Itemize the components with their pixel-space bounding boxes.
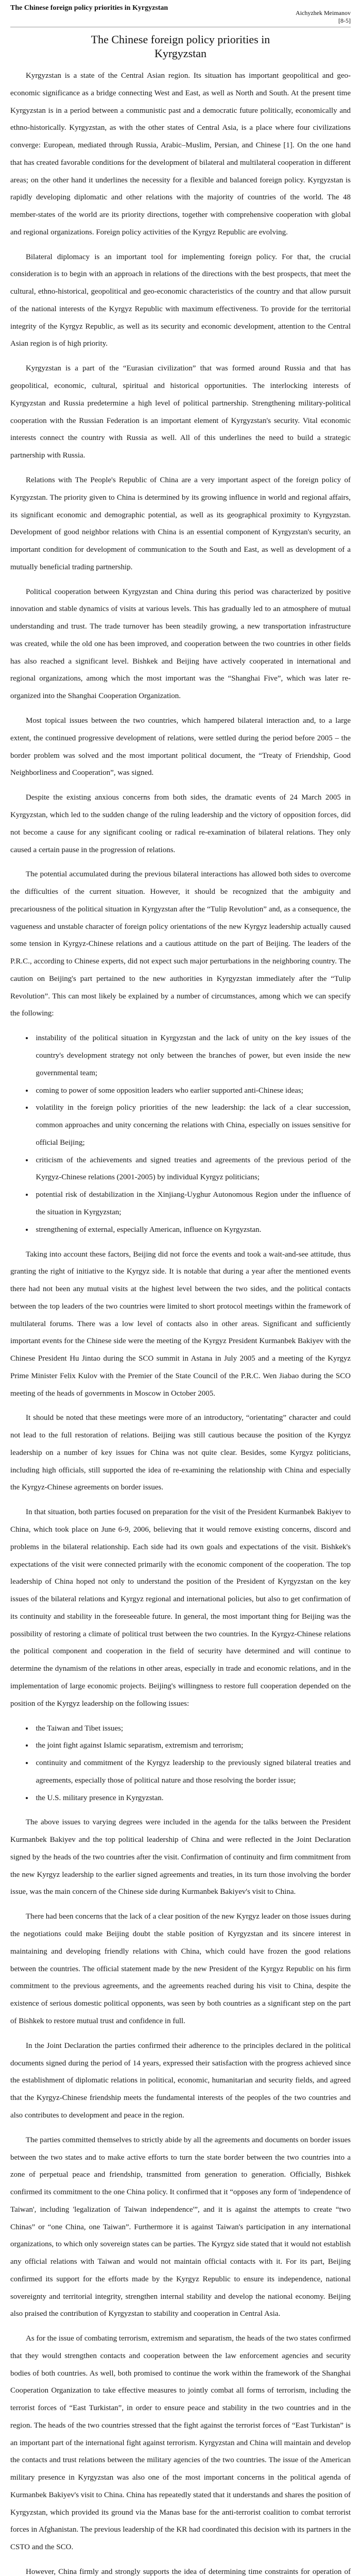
paragraph: In the Joint Declaration the parties confirmed their adherence to the principles declared in the political documents signed during the period of 14 years, expressed their satisfaction with the progress achieved since the establishment of diplomatic relations in political, economic, humanitarian and security fields, and agreed that the Kyrgyz-Chinese friendship meets the fundamental interests of the peoples of the two countries and also contributes to development and peace in the region. xyxy=(10,2041,351,2120)
author-name: Aichyzhek Meimanov xyxy=(296,9,351,16)
list-item: • the U.S. military presence in Kyrgyzstan. xyxy=(33,1790,351,1807)
running-title: The Chinese foreign policy priorities in Kyrgyzstan xyxy=(10,4,168,12)
list-item: • the joint fight against Islamic separatism, extremism and terrorism; xyxy=(33,1737,351,1755)
paragraph: Bilateral diplomacy is an important tool for implementing foreign policy. For that, the crucial consideration is to begin with an approach in relations of the directions with the best prospects, that meet the cultural, ethno-historical, geopolitical and geo-economic characteristics of the country and that allow pursuit of the national interests of the Kyrgyz Republic with maximum effectiveness. To provide for the territorial integrity of the Kyrgyz Republic, as well as its security and economic development, attention to the Central Asian region is of high priority. xyxy=(10,252,351,348)
paragraph: Kyrgyzstan is a part of the “Eurasian civilization” that was formed around Russia and that has geopolitical, economic, cultural, spiritual and historical opportunities. The interlocking interests of Kyrgyzstan and Russia predetermine a high level of political partnership. Strengthening military-political cooperation with the Russian Federation is an important element of Kyrgyzstan's security. Vital economic interests connect the country with Russia as well. All of this underlines the need to build a strategic partnership with Russia. xyxy=(10,364,351,460)
list-item: • the Taiwan and Tibet issues; xyxy=(33,1720,351,1738)
paragraph: Most topical issues between the two countries, which hampered bilateral interaction and, to a large extent, the continued progressive development of relations, were settled during the period before 2005 – the border problem was solved and the most important political document, the “Treaty of Friendship, Good Neighborliness and Cooperation”, was signed. xyxy=(10,717,351,777)
list-item: • instability of the political situation in Kyrgyzstan and the lack of unity on the key issues of the country's development strategy not only between the branches of power, but even inside the new governmental team; xyxy=(33,1030,351,1082)
paragraph: As for the issue of combating terrorism, extremism and separatism, the heads of the two states confirmed that they would strengthen contacts and cooperation between the law enforcement agencies and security bodies of both countries. As well, both promised to continue the work within the framework of the Shanghai Cooperation Organization to take effective measures to jointly combat all forms of terrorism, including the terrorist forces of “East Turkistan”, in order to ensure peace and stability in the two countries and in the region. The heads of the two countries stressed that the fight against the terrorist forces of “East Turkistan” is an important part of the international fight against terrorism. Kyrgyzstan and China will maintain and develop the contacts and trust relations between the military agencies of the two countries. The issue of the American military presence in Kyrgyzstan was also one of the most important concerns in the political agenda of Kurmanbek Bakiyev's visit to China. China has repeatedly stated that it understands and shares the position of Kyrgyzstan, which provided its ground via the Manas base for the anti-terrorist coalition to combat terrorist forces in Afghanistan. The previous leadership of the KR had coordinated this decision with its partners in the CSTO and the SCO. xyxy=(10,2334,351,2552)
article-body xyxy=(10,67,351,2576)
paragraph: However, China firmly and strongly supports the idea of determining time constraints for operation of xyxy=(26,2568,351,2576)
list-item: • strengthening of external, especially American, influence on Kyrgyzstan. xyxy=(33,1222,351,1239)
page-reference: [8-5] xyxy=(338,17,351,24)
running-header xyxy=(10,3,351,27)
list-item: • volatility in the foreign policy priorities of the new leadership: the lack of a clear succession, common approaches and unity concerning the relations with China, especially on issues sensitive for official Beijing; xyxy=(33,1099,351,1151)
paragraph: Political cooperation between Kyrgyzstan and China during this period was characterized by positive innovation and stable dynamics of visits at various levels. This has gradually led to an atmosphere of mutual understanding and trust. The trade turnover has been steadily growing, a new transportation infrastructure was created, while the old one has been improved, and cooperation between the two countries in other fields has also reached a significant level. Bishkek and Beijing have actively cooperated in international and regional organizations, among which the most important was the “Shanghai Five”, which was later re-organized into the Shanghai Cooperation Organization. xyxy=(10,587,351,701)
paragraph: Despite the existing anxious concerns from both sides, the dramatic events of 24 March 2005 in Kyrgyzstan, which led to the sudden change of the ruling leadership and the victory of opposition forces, did not become a cause for any significant cooling or radical re-examination of bilateral relations. They only caused a certain pause in the progression of relations. xyxy=(10,793,351,854)
factors-bullet-list xyxy=(10,1030,351,1239)
paragraph: Kyrgyzstan is a state of the Central Asian region. Its situation has important geopolitical and geo-economic significance as a bridge connecting West and East, as well as North and South. At the present time Kyrgyzstan is in a period between a communistic past and a democratic future politically, economically and ethno-historically. Kyrgyzstan, as with the other states of Central Asia, is a place where four civilizations converge: European, mediated through Russia, Arabic–Muslim, Persian, and Chinese [1]. On the one hand that has created favorable conditions for the development of bilateral and multilateral cooperation in different areas; on the other hand it underlines the necessity for a flexible and balanced foreign policy. Kyrgyzstan is rapidly developing diplomatic and other relations with the majority of countries of the world. The 48 member-states of the world are its priority directions, together with comprehensive cooperation with global and regional organizations. Foreign policy activities of the Kyrgyz Republic are evolving. xyxy=(10,72,351,236)
paragraph: The above issues to varying degrees were included in the agenda for the talks between the President Kurmanbek Bakiyev and the top political leadership of China and were reflected in the Joint Declaration signed by the heads of the two countries after the visit. Confirmation of continuity and firm commitment from the new Kyrgyz leadership to the earlier signed agreements and treaties, in its turn those involving the border issue, was the main concern of the Chinese side during Kurmanbek Bakiyev's visit to China. xyxy=(10,1818,351,1896)
list-item: • coming to power of some opposition leaders who earlier supported anti-Chinese ideas; xyxy=(33,1082,351,1100)
paragraph: In that situation, both parties focused on preparation for the visit of the President Kurmanbek Bakiyev to China, which took place on June 6-9, 2006, believing that it would remove existing concerns, discord and problems in the bilateral relationship. Each side had its own goals and expectations of the visit. Bishkek's expectations of the visit were connected primarily with the economic component of the cooperation. The top leadership of China hoped not only to understand the position of the President of Kyrgyzstan on the key issues of the bilateral relations and Kyrgyz regional and international policies, but also to get confirmation of its continuity and stability in the foreseeable future. In general, the most important thing for Beijing was the possibility of restoring a climate of political trust between the two countries. In the Kyrgyz-Chinese relations the political component and cooperation in the field of security have determined and will continue to determine the dynamism of the relations in other areas, especially in trade and economic relations, and in the implementation of large economic projects. Beijing's willingness to restore full cooperation depended on the position of the Kyrgyz leadership on the following issues: xyxy=(10,1508,351,1708)
list-item: • criticism of the achievements and signed treaties and agreements of the previous period of the Kyrgyz-Chinese relations (2001-2005) by individual Kyrgyz politicians; xyxy=(33,1152,351,1187)
paragraph: Taking into account these factors, Beijing did not force the events and took a wait-and-see attitude, thus granting the right of initiative to the Kyrgyz side. It is notable that during a year after the mentioned events there had not been any mutual visits at the highest level between the two sides, and the political contacts between the top leaders of the two countries were limited to short protocol meetings within the framework of multilateral forums. There was a low level of contacts also in other areas. Significant and sufficiently important events for the Chinese side were the meeting of the Kyrgyz President Kurmanbek Bakiyev with the Chinese President Hu Jintao during the SCO summit in Astana in July 2005 and a meeting of the Kyrgyz Prime Minister Felix Kulov with the Premier of the State Council of the P.R.C. Wen Jiabao during the SCO meeting of the heads of governments in Moscow in October 2005. xyxy=(10,1250,351,1398)
header-meta xyxy=(296,3,351,25)
document-title: The Chinese foreign policy priorities in Kyrgyzstan xyxy=(91,33,270,60)
paragraph: The potential accumulated during the previous bilateral interactions has allowed both sides to overcome the difficulties of the current situation. However, it should be recognized that the ambiguity and precariousness of the political situation in Kyrgyzstan after the “Tulip Revolution” and, as a consequence, the vagueness and unstable character of foreign policy orientations of the new Kyrgyz leadership actually caused some tension in Kyrgyz-Chinese relations and a cautious attitude on the part of Beijing. The leaders of the P.R.C., according to Chinese experts, did not expect such major perturbations in the neighboring country. The caution on Beijing's part pertained to the new authorities in Kyrgyzstan immediately after the “Tulip Revolution”. This can most likely be explained by a number of circumstances, among which we can specify the following: xyxy=(10,870,351,1018)
issues-bullet-list xyxy=(10,1720,351,1807)
paragraph: The parties committed themselves to strictly abide by all the agreements and documents on border issues between the two states and to make active efforts to turn the state border between the two countries into a zone of perpetual peace and friendship, transmitted from generation to generation. Officially, Bishkek confirmed its commitment to the one China policy. It confirmed that it “opposes any form of 'independence of Taiwan', including 'legalization of Taiwan independence'”, and it is against the attempts to create “two Chinas” or “one China, one Taiwan”. Furthermore it is against Taiwan's participation in any international organizations, to which only sovereign states can be parties. The Kyrgyz side stated that it would not establish any official relations with Taiwan and would not maintain official contacts with it. For its part, Beijing confirmed its support for the efforts made by the Kyrgyz Republic to ensure its independence, national sovereignty and territorial integrity, strengthen internal stability and develop the national economy. Beijing also praised the contribution of Kyrgyzstan to stability and cooperation in Central Asia. xyxy=(10,2136,351,2318)
paragraph: There had been concerns that the lack of a clear position of the new Kyrgyz leader on those issues during the negotiations could make Beijing doubt the stable position of Kyrgyzstan and its sincere interest in maintaining and developing friendly relations with China, which could have frozen the good relations between the countries. The official statement made by the new President of the Kyrgyz Republic on his firm commitment to the previous agreements, and the agreements reached during his visit to China, despite the existence of serious domestic political opponents, was seen by both countries as a significant step on the part of Bishkek to restore mutual trust and confidence in full. xyxy=(10,1912,351,2025)
paragraph: Relations with The People's Republic of China are a very important aspect of the foreign policy of Kyrgyzstan. The priority given to China is determined by its growing influence in world and regional affairs, its significant economic and demographic potential, as well as its geographical proximity to Kyrgyzstan. Development of good neighbor relations with China is an essential component of Kyrgyzstan's security, an important condition for development of communication to the South and East, as well as development of a mutually beneficial trading partnership. xyxy=(10,476,351,571)
paragraph: It should be noted that these meetings were more of an introductory, “orientating” character and could not lead to the full restoration of relations. Beijing was still cautious because the position of the Kyrgyz leadership on a number of key issues for China was not quite clear. Besides, some Kyrgyz politicians, including high officials, still supported the idea of re-examining the relationship with China and especially the Kyrgyz-Chinese agreements on border issues. xyxy=(10,1414,351,1492)
list-item: • continuity and commitment of the Kyrgyz leadership to the previously signed bilateral treaties and agreements, especially those of political nature and those resolving the border issue; xyxy=(33,1755,351,1790)
list-item: • potential risk of destabilization in the Xinjiang-Uyghur Autonomous Region under the influence of the situation in Kyrgyzstan; xyxy=(33,1187,351,1222)
